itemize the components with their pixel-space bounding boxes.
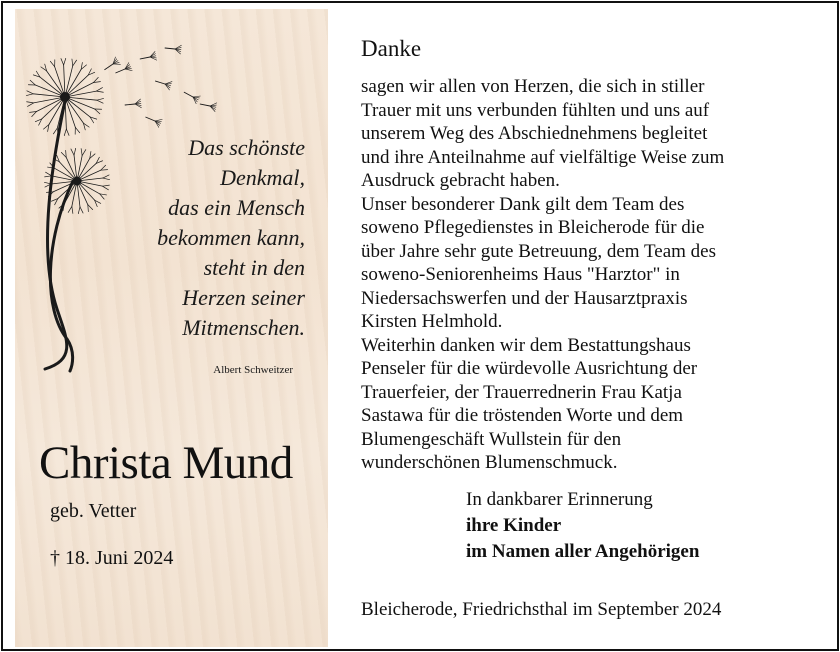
memorial-panel	[15, 9, 328, 647]
text-line: soweno-Seniorenheims Haus "Harztor" in	[361, 264, 680, 285]
quote-line: Mitmenschen.	[182, 315, 305, 340]
memorial-quote	[113, 133, 305, 343]
text-line: sagen wir allen von Herzen, die sich in stiller	[361, 76, 705, 97]
signatories-extended: im Namen aller Angehörigen	[466, 541, 700, 562]
quote-line: Das schönste	[188, 135, 305, 160]
quote-line: steht in den	[203, 255, 305, 280]
obituary-notice	[1, 1, 839, 651]
text-line: wunderschönen Blumenschmuck.	[361, 452, 618, 473]
text-line: Niedersachswerfen und der Hausarztpraxis	[361, 287, 688, 309]
quote-line: bekommen kann,	[157, 225, 305, 250]
thank-you-text	[361, 75, 831, 475]
text-line: Sastawa für die tröstenden Worte und dem	[361, 405, 684, 426]
text-line: Penseler für die würdevolle Ausrichtung der	[361, 358, 698, 379]
maiden-name: geb. Vetter	[50, 500, 137, 522]
signatories: ihre Kinder	[466, 515, 562, 536]
text-line: Weiterhin danken wir dem Bestattungshaus	[361, 334, 691, 356]
text-line: Kirsten Helmhold.	[361, 311, 503, 332]
text-line: Unser besonderer Dank gilt dem Team des	[361, 193, 685, 215]
place-and-date: Bleicherode, Friedrichsthal im September 2024	[361, 599, 722, 620]
quote-line: das ein Mensch	[168, 195, 305, 220]
quote-line: Herzen seiner	[182, 285, 305, 310]
quote-line: Denkmal,	[220, 165, 305, 190]
quote-author: Albert Schweitzer	[213, 364, 293, 376]
text-line: soweno Pflegedienstes in Bleicherode für die	[361, 217, 705, 238]
closing-block	[466, 487, 699, 565]
text-line: und ihre Anteilnahme auf vielfältige Weise zum	[361, 146, 725, 168]
text-line: Blumengeschäft Wullstein für den	[361, 428, 622, 450]
text-line: Trauerfeier, der Trauerrednerin Frau Katja	[361, 381, 682, 403]
text-line: Ausdruck gebracht haben.	[361, 170, 560, 191]
closing-line: In dankbarer Erinnerung	[466, 489, 653, 510]
deceased-name: Christa Mund	[39, 437, 293, 489]
text-line: über Jahre sehr gute Betreuung, dem Team des	[361, 240, 716, 262]
death-date: † 18. Juni 2024	[50, 547, 174, 569]
text-line: Trauer mit uns verbunden fühlten und uns auf	[361, 99, 710, 121]
text-line: unserem Weg des Abschiednehmens begleitet	[361, 123, 708, 144]
notice-heading: Danke	[361, 36, 422, 61]
